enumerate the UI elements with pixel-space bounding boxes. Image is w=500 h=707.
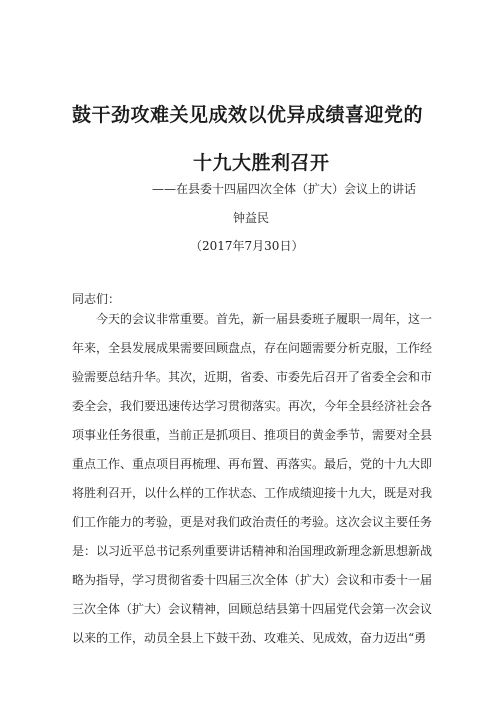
- body-line: 三次全体（扩大）会议精神，回顾总结县第十四届党代会第一次会议: [72, 602, 433, 616]
- body-line: 略为指导，学习贯彻省委十四届三次全体（扩大）会议和市委十一届: [72, 573, 433, 587]
- body-line: 验需要总结升华。其次，近期，省委、市委先后召开了省委全会和市: [72, 370, 433, 384]
- body-line: 们工作能力的考验，更是对我们政治责任的考验。这次会议主要任务: [72, 515, 433, 529]
- body-line: 项事业任务很重，当前正是抓项目、推项目的黄金季节，需要对全县: [72, 428, 433, 442]
- subtitle: ——在县委十四届四次全体（扩大）会议上的讲话: [152, 182, 417, 196]
- title-line-1: 鼓干劲攻难关见成效以优异成绩喜迎党的: [72, 104, 424, 126]
- speech-date: （2017年7月30日）: [190, 239, 304, 253]
- body-line: 是：以习近平总书记系列重要讲话精神和治国理政新理念新思想新战: [72, 544, 433, 558]
- greeting: 同志们：: [72, 292, 121, 306]
- title-line-2: 十九大胜利召开: [193, 152, 330, 174]
- body-line: 重点工作、重点项目再梳理、再布置、再落实。最后，党的十九大即: [72, 457, 433, 471]
- body-line: 委全会，我们要迅速传达学习贯彻落实。再次，今年全县经济社会各: [72, 399, 433, 413]
- body-line: 将胜利召开，以什么样的工作状态、工作成绩迎接十九大，既是对我: [72, 486, 433, 500]
- body-line: 以来的工作，动员全县上下鼓干劲、攻难关、见成效，奋力迈出“勇: [72, 631, 427, 645]
- body-line: 年来，全县发展成果需要回顾盘点，存在问题需要分析克服，工作经: [72, 341, 433, 355]
- author-name: 钟益民: [233, 211, 270, 225]
- body-line: 今天的会议非常重要。首先，新一届县委班子履职一周年，这一: [96, 312, 433, 326]
